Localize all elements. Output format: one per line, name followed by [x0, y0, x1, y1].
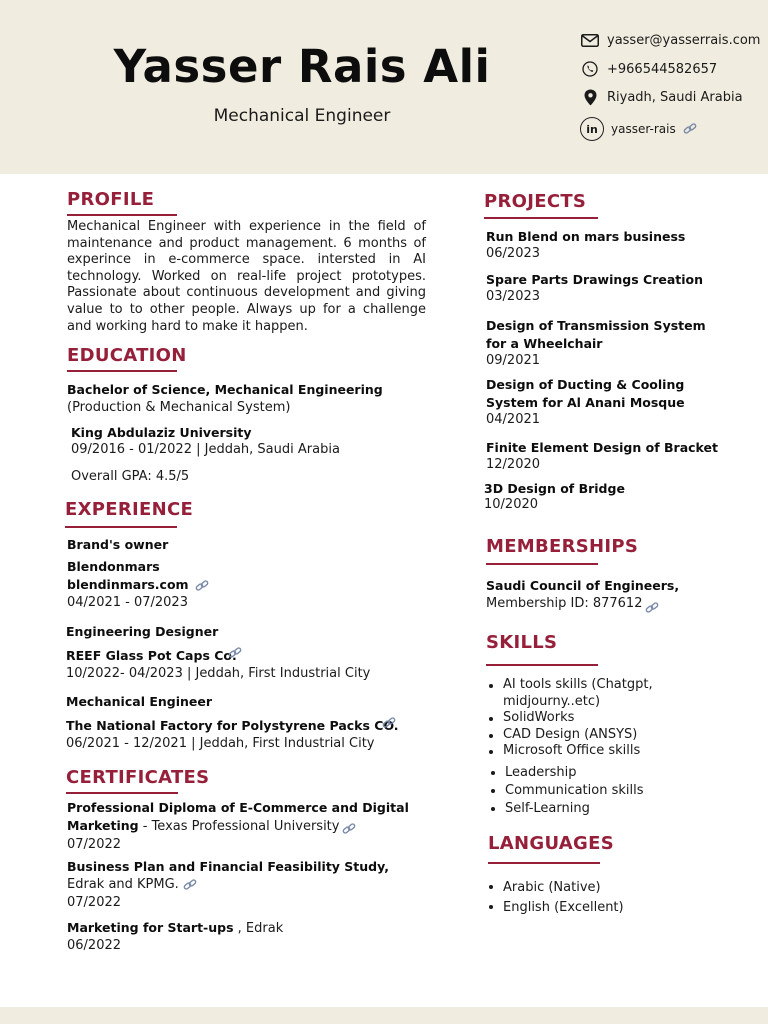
mail-icon — [580, 32, 600, 48]
contact-location — [580, 89, 743, 105]
certificates-divider — [66, 792, 178, 794]
project-date: 10/2020 — [484, 497, 539, 512]
profile-heading: PROFILE — [67, 189, 155, 210]
education-divider — [67, 370, 177, 372]
list-item: Microsoft Office skills — [487, 743, 653, 760]
link-icon[interactable] — [183, 877, 197, 891]
list-item: English (Excellent) — [487, 898, 624, 918]
location-pin-icon — [580, 89, 600, 105]
certificate-title-line2: Marketing - Texas Professional University — [67, 818, 340, 834]
certificates-heading: CERTIFICATES — [66, 767, 210, 788]
certificate-title: Professional Diploma of E-Commerce and Digital — [67, 800, 409, 815]
list-item: CAD Design (ANSYS) — [487, 727, 653, 744]
experience-dates: 10/2022- 04/2023 | Jeddah, First Industrial City — [66, 666, 371, 681]
list-item: Arabic (Native) — [487, 878, 624, 898]
experience-divider — [65, 526, 177, 528]
education-university: King Abdulaziz University — [71, 425, 252, 440]
education-degree: Bachelor of Science, Mechanical Engineering — [67, 382, 383, 397]
list-item: AI tools skills (Chatgpt, — [487, 677, 653, 694]
linkedin-icon: in — [580, 117, 604, 141]
certificate-date: 07/2022 — [67, 837, 122, 852]
project-title-line2: System for Al Anani Mosque — [486, 395, 685, 410]
email-text: yasser@yasserrais.com — [607, 32, 761, 48]
link-icon[interactable] — [680, 121, 700, 137]
list-item: Communication skills — [489, 782, 644, 800]
experience-role: Brand's owner — [67, 537, 169, 552]
phone-icon — [580, 61, 600, 77]
list-item: Leadership — [489, 764, 644, 782]
education-dates-location: 09/2016 - 01/2022 | Jeddah, Saudi Arabia — [71, 442, 340, 457]
list-item: Self-Learning — [489, 800, 644, 818]
link-icon[interactable] — [342, 821, 356, 835]
job-title: Mechanical Engineer — [213, 106, 391, 126]
experience-heading: EXPERIENCE — [65, 499, 194, 520]
experience-role: Mechanical Engineer — [66, 694, 213, 709]
link-icon[interactable] — [645, 600, 659, 614]
person-name: Yasser Rais Ali — [113, 40, 491, 93]
project-date: 04/2021 — [486, 412, 541, 427]
certificate-date: 07/2022 — [67, 895, 122, 910]
contact-email[interactable] — [580, 32, 760, 48]
linkedin-text: yasser-rais — [611, 122, 676, 136]
languages-list — [487, 878, 624, 918]
contact-linkedin[interactable] — [580, 117, 700, 141]
project-date: 12/2020 — [486, 457, 541, 472]
membership-id: Membership ID: 877612 — [486, 596, 643, 611]
location-text: Riyadh, Saudi Arabia — [607, 89, 743, 105]
certificate-issuer: Edrak and KPMG. — [67, 877, 179, 892]
project-title: Run Blend on mars business — [486, 229, 686, 244]
profile-divider — [67, 214, 177, 216]
experience-website[interactable]: blendinmars.com — [67, 577, 189, 592]
skills-list-soft — [489, 764, 644, 818]
education-gpa: Overall GPA: 4.5/5 — [71, 469, 190, 484]
footer-band — [0, 1007, 768, 1024]
experience-company: Blendonmars — [67, 559, 160, 574]
link-icon[interactable] — [382, 715, 396, 729]
certificate-date: 06/2022 — [67, 938, 122, 953]
link-icon[interactable] — [195, 578, 209, 592]
projects-divider — [484, 217, 598, 219]
certificate-title-line: Marketing for Start-ups , Edrak — [67, 920, 284, 936]
project-date: 03/2023 — [486, 289, 541, 304]
list-item: SolidWorks — [487, 710, 653, 727]
experience-role: Engineering Designer — [66, 624, 219, 639]
project-title: Spare Parts Drawings Creation — [486, 272, 704, 287]
project-title: Finite Element Design of Bracket — [486, 440, 718, 455]
experience-company: The National Factory for Polystyrene Packs CO. — [66, 718, 399, 733]
project-title: 3D Design of Bridge — [484, 481, 625, 496]
education-heading: EDUCATION — [67, 345, 187, 366]
memberships-divider — [486, 563, 598, 565]
phone-text: +966544582657 — [607, 61, 718, 77]
experience-dates: 06/2021 - 12/2021 | Jeddah, First Industrial City — [66, 736, 375, 751]
membership-org: Saudi Council of Engineers, — [486, 578, 680, 593]
list-item: midjourny..etc) — [503, 693, 601, 709]
skills-list — [487, 677, 653, 760]
memberships-heading: MEMBERSHIPS — [486, 536, 639, 557]
header-banner — [0, 0, 768, 174]
project-date: 09/2021 — [486, 353, 541, 368]
certificate-title: Business Plan and Financial Feasibility Study, — [67, 859, 390, 874]
project-title: Design of Ducting & Cooling — [486, 377, 685, 392]
project-title: Design of Transmission System — [486, 318, 706, 333]
experience-company: REEF Glass Pot Caps Co. — [66, 648, 237, 663]
languages-divider — [488, 862, 600, 864]
education-specialization: (Production & Mechanical System) — [67, 400, 291, 415]
project-title-line2: for a Wheelchair — [486, 336, 603, 351]
projects-heading: PROJECTS — [484, 191, 587, 212]
project-date: 06/2023 — [486, 246, 541, 261]
link-icon[interactable] — [228, 645, 242, 659]
skills-divider — [486, 664, 598, 666]
contact-phone[interactable] — [580, 61, 717, 77]
experience-dates: 04/2021 - 07/2023 — [67, 595, 188, 610]
skills-heading: SKILLS — [486, 632, 558, 653]
languages-heading: LANGUAGES — [488, 833, 614, 854]
profile-text: Mechanical Engineer with experience in the field of maintenance and product management. 6 months of experince in e-commerce space. intersted in AI technology. Worked on real-life project prototypes. Passionate about continuous development and giving value to to other people. Always up for a challenge and working hard to make it happen. — [67, 219, 426, 334]
